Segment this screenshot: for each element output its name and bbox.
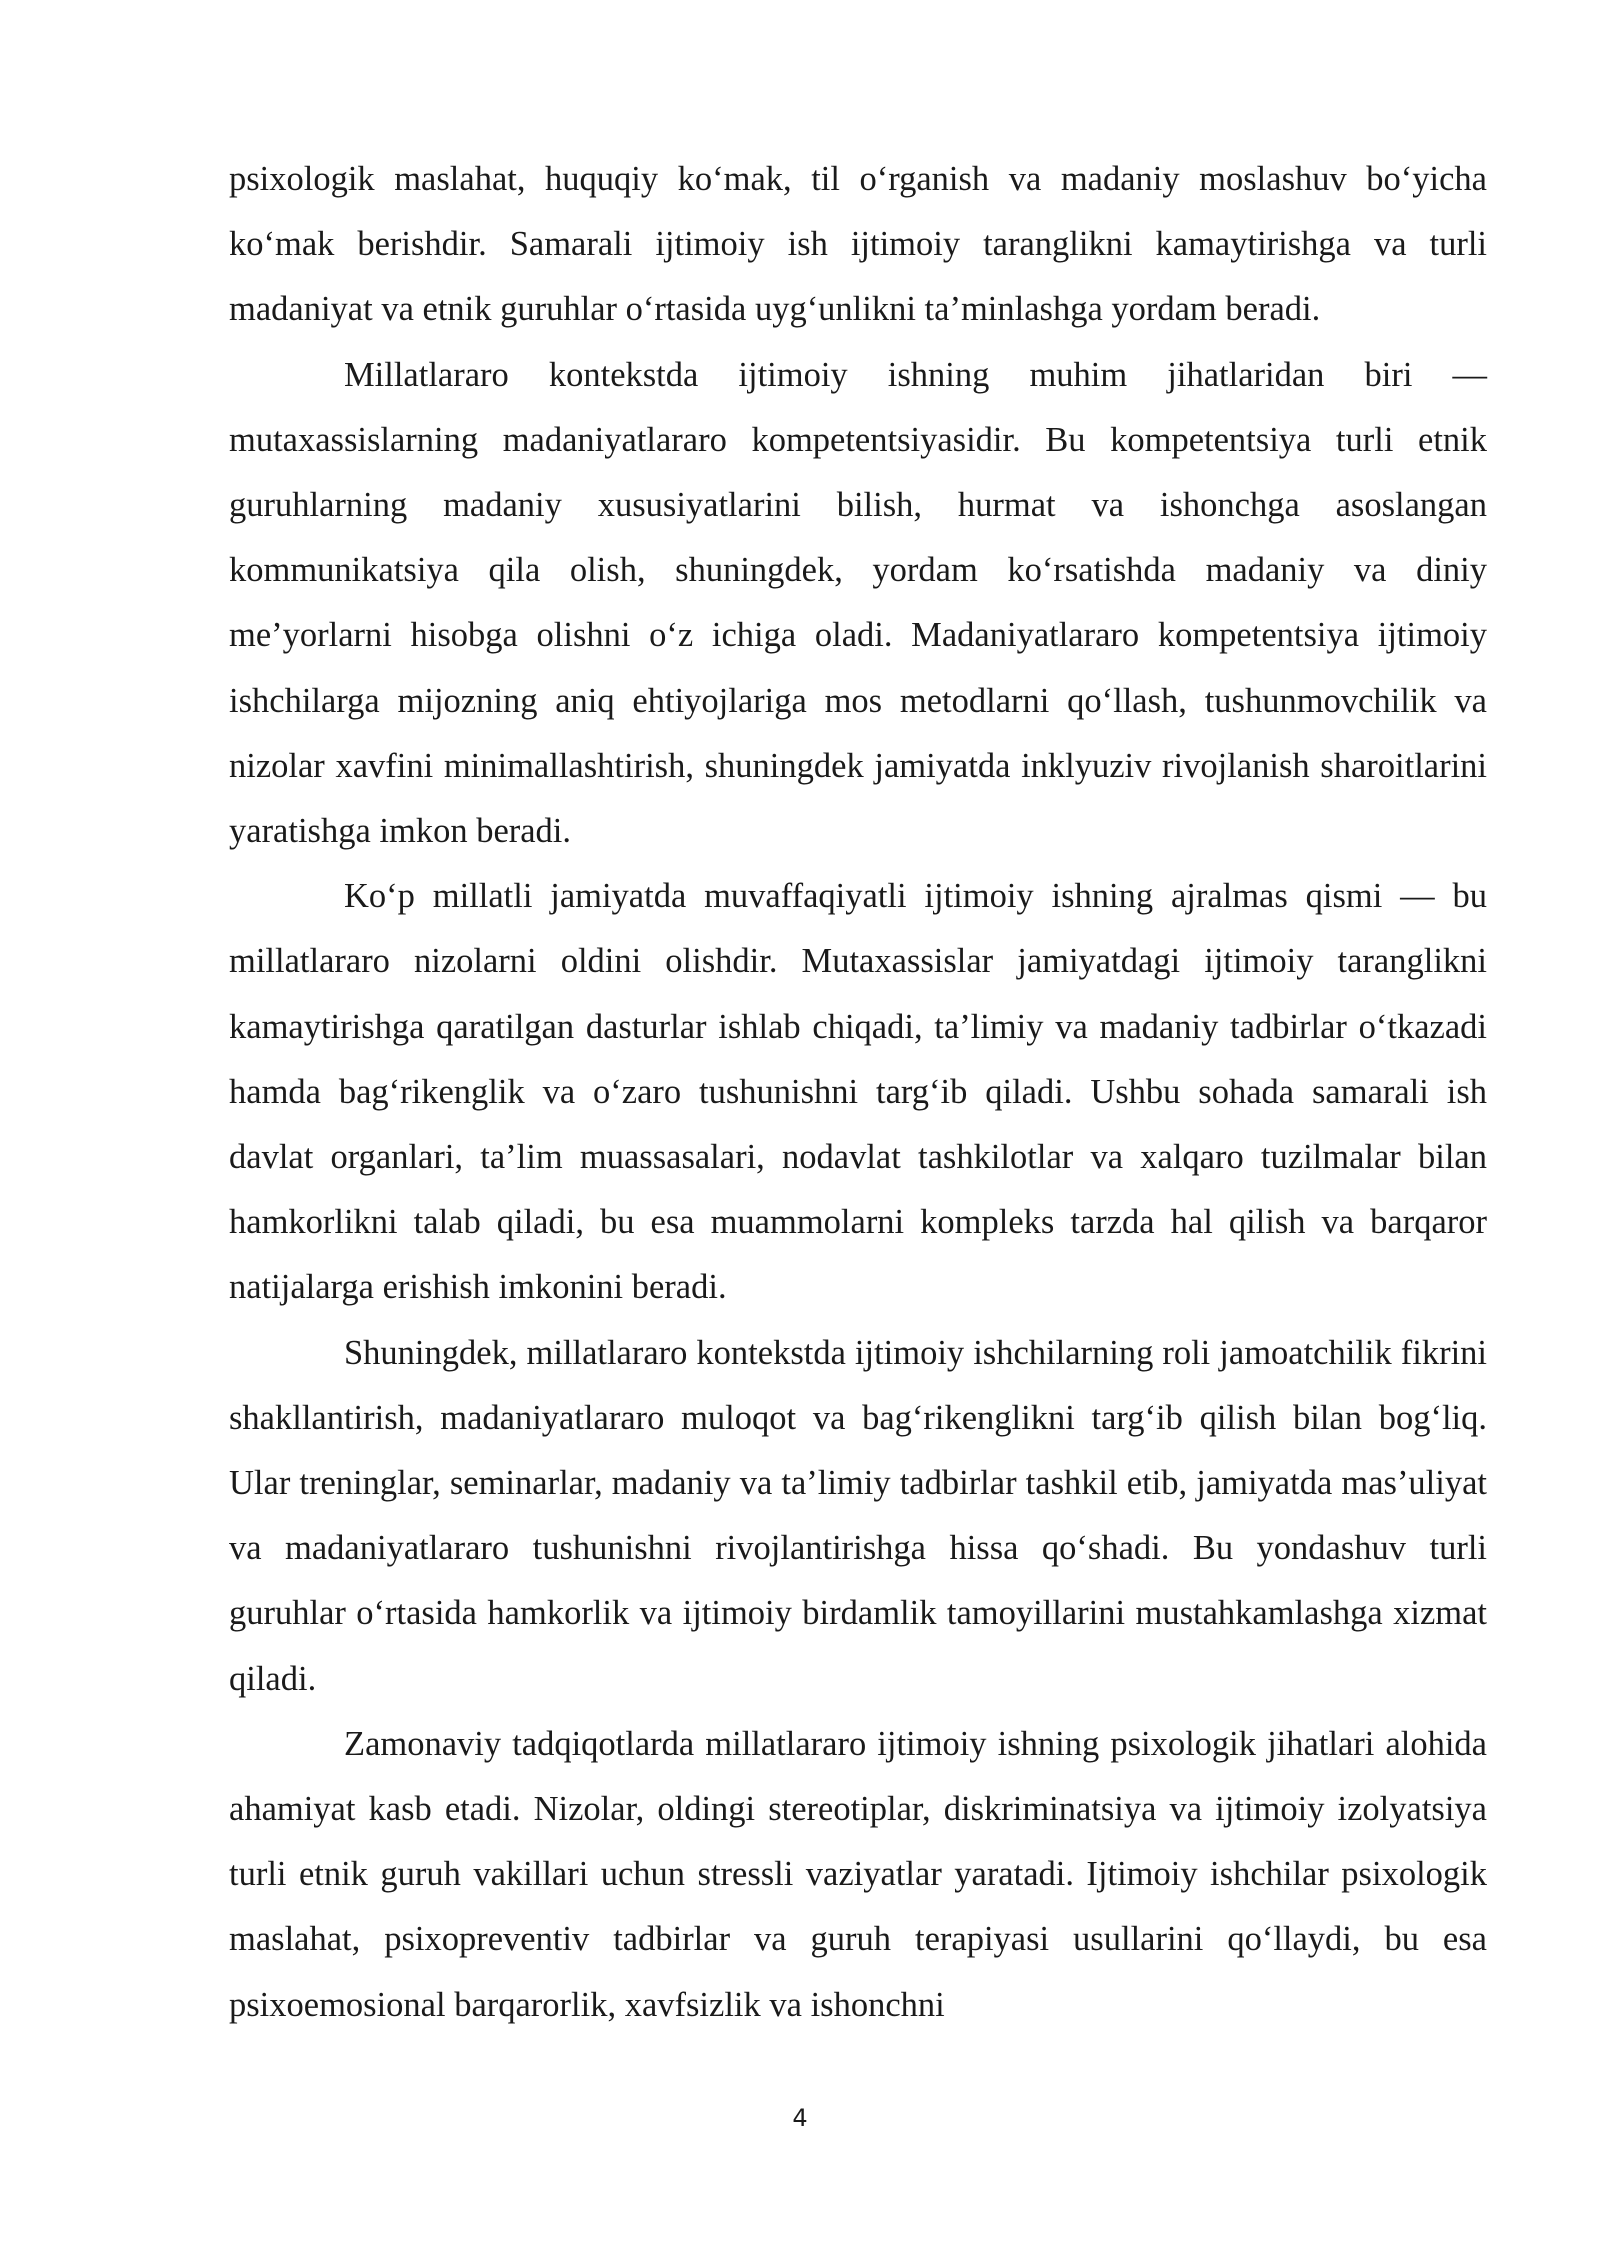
paragraph: Shuningdek, millatlararo kontekstda ijtimoiy ishchilarning roli jamoatchilik fikrini shakllantirish, madaniyatlararo muloqot va bag‘rikenglikni targ‘ib qilish bilan bog‘liq. Ular treninglar, seminarlar, madaniy va ta’limiy tadbirlar tashkil etib, jamiyatda mas’uliyat va madaniyatlararo tushunishni rivojlantirishga hissa qo‘shadi. Bu yondashuv turli guruhlar o‘rtasida hamkorlik va ijtimoiy birdamlik tamoyillarini mustahkamlashga xizmat qiladi.: [229, 1333, 1487, 1698]
paragraph: Ko‘p millatli jamiyatda muvaffaqiyatli ijtimoiy ishning ajralmas qismi — bu millatlararo nizolarni oldini olishdir. Mutaxassislar jamiyatdagi ijtimoiy taranglikni kamaytirishga qaratilgan dasturlar ishlab chiqadi, ta’limiy va madaniy tadbirlar o‘tkazadi hamda bag‘rikenglik va o‘zaro tushunishni targ‘ib qiladi. Ushbu sohada samarali ish davlat organlari, ta’lim muassasalari, nodavlat tashkilotlar va xalqaro tuzilmalar bilan hamkorlikni talab qiladi, bu esa muammolarni kompleks tarzda hal qilish va barqaror natijalarga erishish imkonini beradi.: [229, 877, 1487, 1307]
paragraph-continuation: psixologik maslahat, huquqiy ko‘mak, til o‘rganish va madaniy moslashuv bo‘yicha ko‘mak berishdir. Samarali ijtimoiy ish ijtimoiy taranglikni kamaytirishga va turli madaniyat va etnik guruhlar o‘rtasida uyg‘unlikni ta’minlashga yordam beradi.: [229, 160, 1487, 329]
paragraph: Zamonaviy tadqiqotlarda millatlararo ijtimoiy ishning psixologik jihatlari alohida ahamiyat kasb etadi. Nizolar, oldingi stereotiplar, diskriminatsiya va ijtimoiy izolyatsiya turli etnik guruh vakillari uchun stressli vaziyatlar yaratadi. Ijtimoiy ishchilar psixologik maslahat, psixopreventiv tadbirlar va guruh terapiyasi usullarini qo‘llaydi, bu esa psixoemosional barqarorlik, xavfsizlik va ishonchni: [229, 1724, 1487, 2024]
page-number: 4: [792, 2104, 808, 2132]
paragraph: Millatlararo kontekstda ijtimoiy ishning muhim jihatlaridan biri — mutaxassislarning madaniyatlararo kompetentsiyasidir. Bu kompetentsiya turli etnik guruhlarning madaniy xususiyatlarini bilish, hurmat va ishonchga asoslangan kommunikatsiya qila olish, shuningdek, yordam ko‘rsatishda madaniy va diniy me’yorlarni hisobga olishni o‘z ichiga oladi. Madaniyatlararo kompetentsiya ijtimoiy ishchilarga mijozning aniq ehtiyojlariga mos metodlarni qo‘llash, tushunmovchilik va nizolar xavfini minimallashtirish, shuningdek jamiyatda inklyuziv rivojlanish sharoitlarini yaratishga imkon beradi.: [229, 355, 1487, 851]
body-text: [229, 147, 1487, 2038]
